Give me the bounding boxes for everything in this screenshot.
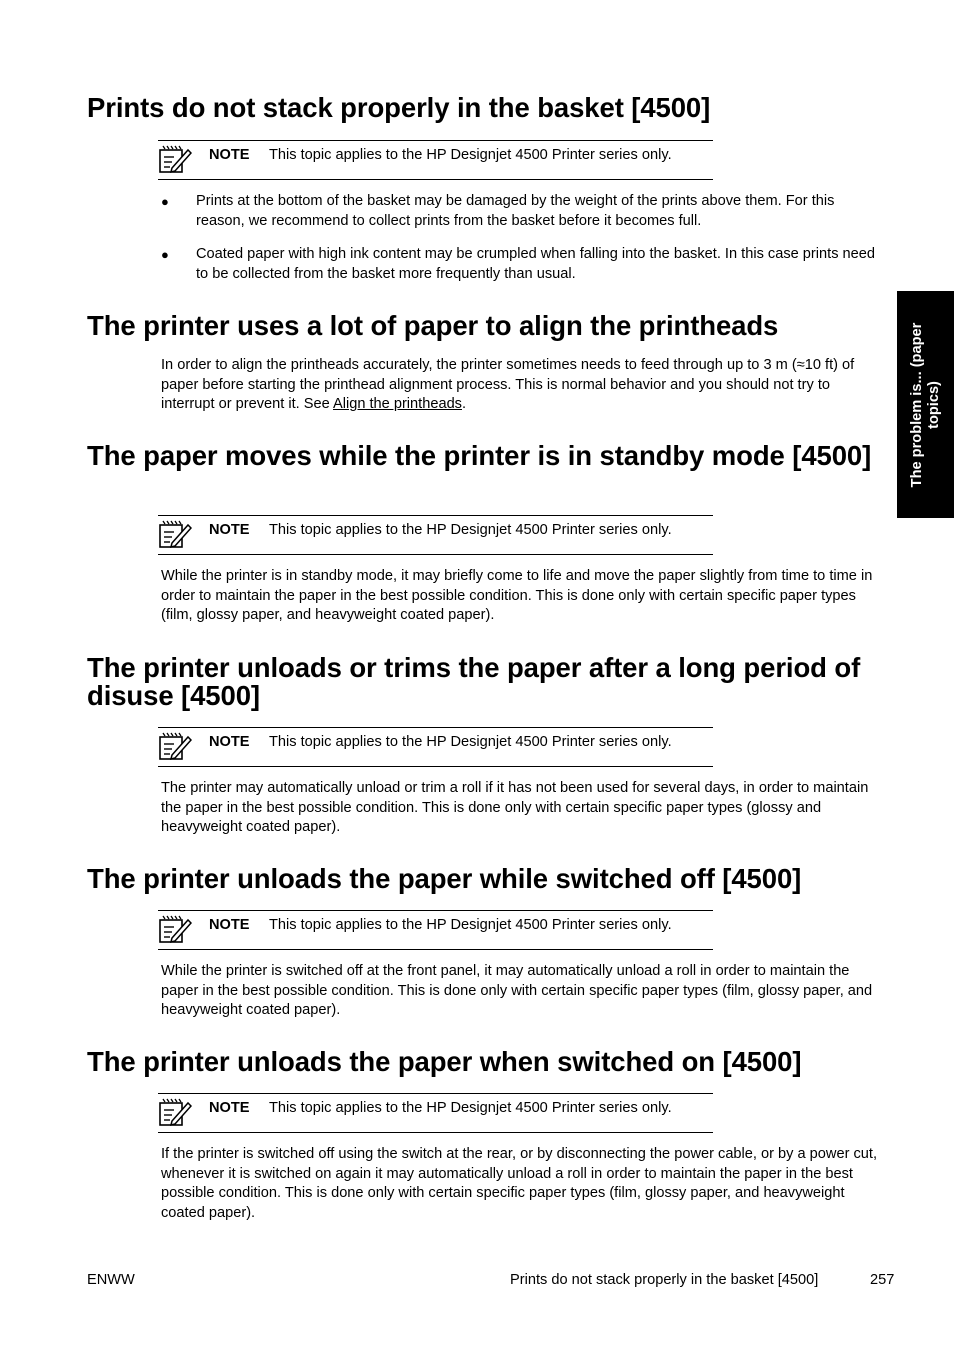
section-heading: Prints do not stack properly in the basket [4500] <box>87 92 711 123</box>
footer-doc-code: ENWW <box>87 1272 135 1288</box>
align-printheads-link[interactable]: Align the printheads <box>332 396 462 412</box>
body-paragraph: If the printer is switched off using the switch at the rear, or by disconnecting the power cable, or by a power cut, whenever it is switched on again it may automatically unload a roll in order to maintain the paper in the best possible condition. This is done only with certain specific paper types (film, glossy paper, and heavyweight coated paper). <box>161 1146 878 1221</box>
section-heading: The printer uses a lot of paper to align the printheads <box>87 310 779 341</box>
note-icon <box>158 144 192 174</box>
note-label: NOTE <box>209 147 250 163</box>
note-text: This topic applies to the HP Designjet 4500 Printer series only. <box>269 917 672 933</box>
footer-page-number: 257 <box>870 1272 895 1288</box>
body-paragraph: While the printer is in standby mode, it may briefly come to life and move the paper slightly from time to time in order to maintain the paper in the best possible condition. This is done only with certain specific paper types (film, glossy paper, and heavyweight coated paper). <box>161 568 873 623</box>
section-heading: The printer unloads the paper while switched off [4500] <box>87 863 802 894</box>
note-box <box>158 727 713 767</box>
note-icon <box>158 519 192 549</box>
note-box <box>158 1093 713 1133</box>
note-text: This topic applies to the HP Designjet 4500 Printer series only. <box>269 147 672 163</box>
bullet-icon: ● <box>161 194 169 209</box>
note-box <box>158 140 713 180</box>
section-heading: The paper moves while the printer is in standby mode [4500] <box>87 440 872 471</box>
note-text: This topic applies to the HP Designjet 4500 Printer series only. <box>269 1100 672 1116</box>
body-paragraph: While the printer is switched off at the front panel, it may automatically unload a roll in order to maintain the paper in the best possible condition. This is done only with certain specific paper types (film, glossy paper, and heavyweight coated paper). <box>161 963 873 1018</box>
footer-section-title: Prints do not stack properly in the basket [4500] <box>510 1272 819 1288</box>
body-paragraph: In order to align the printheads accurately, the printer sometimes needs to feed through up to 3 m (≈10 ft) of paper before starting the printhead alignment process. This is normal behavior and you should not try to interrupt or prevent it. See Align the printheads. <box>161 357 855 412</box>
note-text: This topic applies to the HP Designjet 4500 Printer series only. <box>269 734 672 750</box>
note-icon <box>158 1097 192 1127</box>
body-paragraph: The printer may automatically unload or trim a roll if it has not been used for several days, in order to maintain the paper in the best possible condition. This is done only with certain specific paper types (glossy and heavyweight coated paper). <box>161 780 869 835</box>
bullet-icon: ● <box>161 247 169 262</box>
section-heading: The printer unloads the paper when switched on [4500] <box>87 1046 802 1077</box>
note-label: NOTE <box>209 734 250 750</box>
chapter-side-tab <box>897 291 954 518</box>
note-icon <box>158 914 192 944</box>
chapter-side-tab-label: The problem is... (paper topics) <box>908 322 942 487</box>
note-label: NOTE <box>209 1100 250 1116</box>
note-label: NOTE <box>209 917 250 933</box>
note-icon <box>158 731 192 761</box>
note-box <box>158 515 713 555</box>
note-label: NOTE <box>209 522 250 538</box>
note-box <box>158 910 713 950</box>
section-heading: The printer unloads or trims the paper after a long period of disuse [4500] <box>87 652 861 711</box>
note-text: This topic applies to the HP Designjet 4500 Printer series only. <box>269 522 672 538</box>
